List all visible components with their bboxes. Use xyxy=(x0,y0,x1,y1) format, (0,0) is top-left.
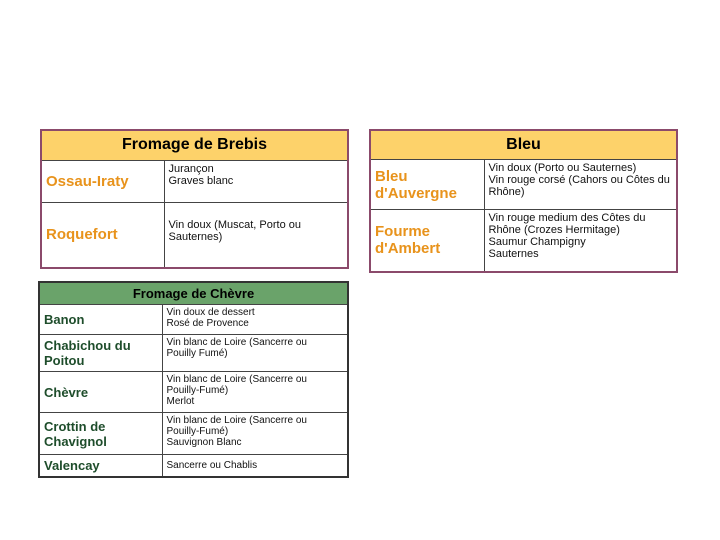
wine-pairing xyxy=(164,160,348,202)
cheese-name: Ossau-Iraty xyxy=(41,160,164,202)
table-row xyxy=(39,372,348,413)
wine-pairing xyxy=(162,305,348,335)
wine-pairing xyxy=(164,202,348,268)
bleu-table xyxy=(369,129,678,273)
wine-line: Vin doux de dessert xyxy=(166,307,255,318)
cheese-name xyxy=(39,335,162,372)
cheese-name-line: Crottin de xyxy=(44,418,106,434)
wine-line: Vin rouge medium des Côtes du xyxy=(488,212,646,224)
wine-line: Sauternes xyxy=(488,248,539,260)
wine-line: Vin rouge corsé (Cahors ou Côtes du xyxy=(488,174,670,186)
cheese-name-line: Valencay xyxy=(44,457,100,473)
wine-line: Sauternes) xyxy=(168,230,223,243)
wine-pairing xyxy=(162,413,348,455)
cheese-name-line: Poitou xyxy=(44,353,85,368)
wine-line: Vin blanc de Loire (Sancerre ou xyxy=(166,337,307,348)
cheese-name xyxy=(39,413,162,455)
wine-line: Pouilly-Fumé) xyxy=(166,426,229,437)
wine-line: Jurançon xyxy=(168,162,214,175)
wine-line: Vin doux (Muscat, Porto ou xyxy=(168,218,301,231)
cheese-name xyxy=(39,305,162,335)
wine-line: Merlot xyxy=(166,396,195,407)
cheese-name: Roquefort xyxy=(41,202,164,268)
cheese-name-line: Chèvre xyxy=(44,384,89,400)
cheese-name-line: Chabichou du xyxy=(44,338,131,353)
cheese-name xyxy=(370,210,484,272)
wine-line: Sauvignon Blanc xyxy=(166,437,242,448)
wine-pairing xyxy=(162,335,348,372)
cheese-name xyxy=(370,160,484,210)
wine-pairing xyxy=(484,160,677,210)
bleu-title: Bleu xyxy=(370,130,677,160)
chevre-table xyxy=(38,281,349,478)
table-row xyxy=(41,202,348,268)
wine-pairing xyxy=(484,210,677,272)
wine-line: Graves blanc xyxy=(168,174,234,187)
chevre-title: Fromage de Chèvre xyxy=(39,282,348,305)
wine-line: Saumur Champigny xyxy=(488,236,586,248)
wine-line: Vin doux (Porto ou Sauternes) xyxy=(488,162,637,174)
wine-line: Pouilly Fumé) xyxy=(166,348,228,359)
wine-line: Sancerre ou Chablis xyxy=(166,459,258,471)
table-row xyxy=(39,455,348,477)
cheese-name xyxy=(39,372,162,413)
table-row xyxy=(370,210,677,272)
wine-line: Rhône) xyxy=(488,186,525,198)
cheese-name-line: Chavignol xyxy=(44,433,107,449)
wine-line: Vin blanc de Loire (Sancerre ou xyxy=(166,415,307,426)
wine-line: Pouilly-Fumé) xyxy=(166,385,229,396)
wine-line: Rhône (Crozes Hermitage) xyxy=(488,224,620,236)
table-row xyxy=(370,160,677,210)
table-row xyxy=(39,305,348,335)
brebis-title: Fromage de Brebis xyxy=(41,130,348,160)
brebis-table xyxy=(40,129,349,269)
cheese-name-line: Fourme xyxy=(375,223,431,241)
wine-line: Vin blanc de Loire (Sancerre ou xyxy=(166,374,307,385)
cheese-name xyxy=(39,455,162,477)
cheese-name-line: d'Ambert xyxy=(375,240,441,258)
cheese-name-line: Bleu xyxy=(375,167,408,185)
table-row xyxy=(39,413,348,455)
wine-line: Rosé de Provence xyxy=(166,318,249,329)
cheese-name-line: d'Auvergne xyxy=(375,184,457,202)
wine-pairing xyxy=(162,455,348,477)
wine-pairing xyxy=(162,372,348,413)
table-row xyxy=(39,335,348,372)
cheese-name-line: Banon xyxy=(44,312,85,327)
table-row xyxy=(41,160,348,202)
